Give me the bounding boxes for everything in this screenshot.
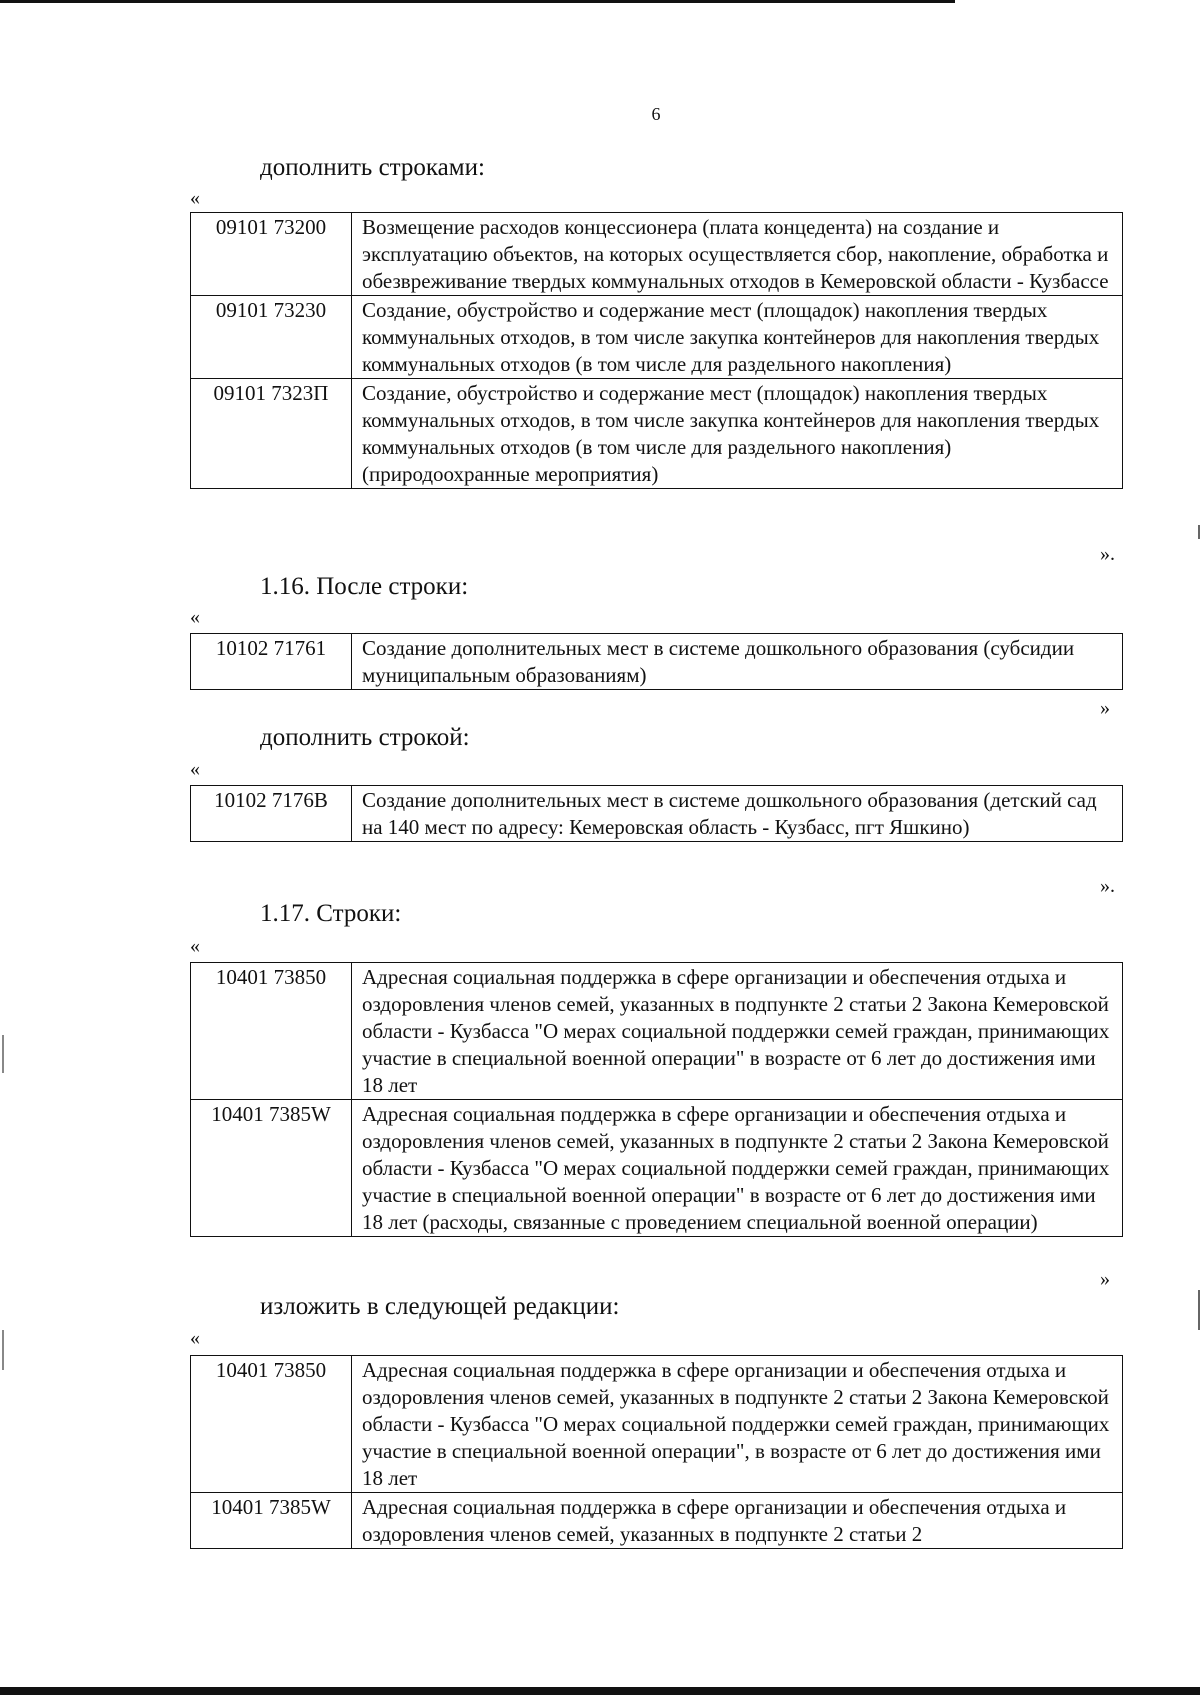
scan-edge-mark: [2, 1330, 4, 1370]
table-row: [191, 379, 1123, 489]
row-description: Адресная социальная поддержка в сфере организации и обеспечения отдыха и оздоровления членов семей, указанных в подпункте 2 статьи 2 Закона Кемеровской области - Кузбасса "О мерах социальной поддержки семей граждан, принимающих участие в специальной военной операции" в возрасте от 6 лет до достижения ими 18 лет: [352, 963, 1123, 1100]
row-description: Адресная социальная поддержка в сфере организации и обеспечения отдыха и оздоровления членов семей, указанных в подпункте 2 статьи 2 Закона Кемеровской области - Кузбасса "О мерах социальной поддержки семей граждан, принимающих участие в специальной военной операции", в возрасте от 6 лет до достижения ими 18 лет: [352, 1356, 1123, 1493]
row-description: Создание дополнительных мест в системе дошкольного образования (детский сад на 140 мест по адресу: Кемеровская область - Кузбасс, пгт Яшкино): [352, 786, 1123, 842]
row-code: 10401 73850: [191, 963, 352, 1100]
row-code: 10102 71761: [191, 634, 352, 690]
codes-table: [190, 962, 1123, 1237]
block-intro: изложить в следующей редакции:: [260, 1293, 620, 1320]
open-quote: «: [190, 187, 200, 209]
table-row: [191, 786, 1123, 842]
close-quote: ».: [1100, 875, 1115, 897]
table-row: [191, 1493, 1123, 1549]
table-row: [191, 634, 1123, 690]
codes-table: [190, 212, 1123, 489]
scan-bottom-border: [0, 1687, 1200, 1695]
table-row: [191, 1356, 1123, 1493]
close-quote: ».: [1100, 543, 1115, 565]
block-intro: дополнить строками:: [260, 154, 485, 181]
table-row: [191, 296, 1123, 379]
row-description: Адресная социальная поддержка в сфере организации и обеспечения отдыха и оздоровления членов семей, указанных в подпункте 2 статьи 2 Закона Кемеровской области - Кузбасса "О мерах социальной поддержки семей граждан, принимающих участие в специальной военной операции" в возрасте от 6 лет до достижения ими 18 лет (расходы, связанные с проведением специальной военной операции): [352, 1100, 1123, 1237]
codes-table: [190, 633, 1123, 690]
open-quote: «: [190, 935, 200, 957]
codes-table: [190, 785, 1123, 842]
open-quote: «: [190, 758, 200, 780]
close-quote: »: [1100, 1268, 1110, 1290]
row-code: 09101 7323П: [191, 379, 352, 489]
table-row: [191, 1100, 1123, 1237]
row-code: 10401 7385W: [191, 1493, 352, 1549]
table-row: [191, 213, 1123, 296]
row-code: 10401 7385W: [191, 1100, 352, 1237]
open-quote: «: [190, 1327, 200, 1349]
open-quote: «: [190, 606, 200, 628]
row-code: 09101 73200: [191, 213, 352, 296]
close-quote: »: [1100, 697, 1110, 719]
block-intro: 1.16. После строки:: [260, 573, 469, 600]
table-row: [191, 963, 1123, 1100]
block-intro: 1.17. Строки:: [260, 900, 402, 927]
row-description: Возмещение расходов концессионера (плата концедента) на создание и эксплуатацию объектов, на которых осуществляется сбор, накопление, обработка и обезвреживание твердых коммунальных отходов в Кемеровской области - Кузбассе: [352, 213, 1123, 296]
row-code: 09101 73230: [191, 296, 352, 379]
row-code: 10401 73850: [191, 1356, 352, 1493]
scan-edge-mark: [2, 1035, 4, 1073]
codes-table: [190, 1355, 1123, 1549]
row-description: Адресная социальная поддержка в сфере организации и обеспечения отдыха и оздоровления членов семей, указанных в подпункте 2 статьи 2: [352, 1493, 1123, 1549]
scan-top-border: [0, 0, 955, 3]
row-code: 10102 7176В: [191, 786, 352, 842]
row-description: Создание, обустройство и содержание мест (площадок) накопления твердых коммунальных отходов, в том числе закупка контейнеров для накопления твердых коммунальных отходов (в том числе для раздельного накопления): [352, 296, 1123, 379]
page-number: 6: [651, 104, 661, 124]
row-description: Создание дополнительных мест в системе дошкольного образования (субсидии муниципальным образованиям): [352, 634, 1123, 690]
row-description: Создание, обустройство и содержание мест (площадок) накопления твердых коммунальных отходов, в том числе закупка контейнеров для накопления твердых коммунальных отходов (в том числе для раздельного накопления) (природоохранные мероприятия): [352, 379, 1123, 489]
block-intro: дополнить строкой:: [260, 724, 470, 751]
